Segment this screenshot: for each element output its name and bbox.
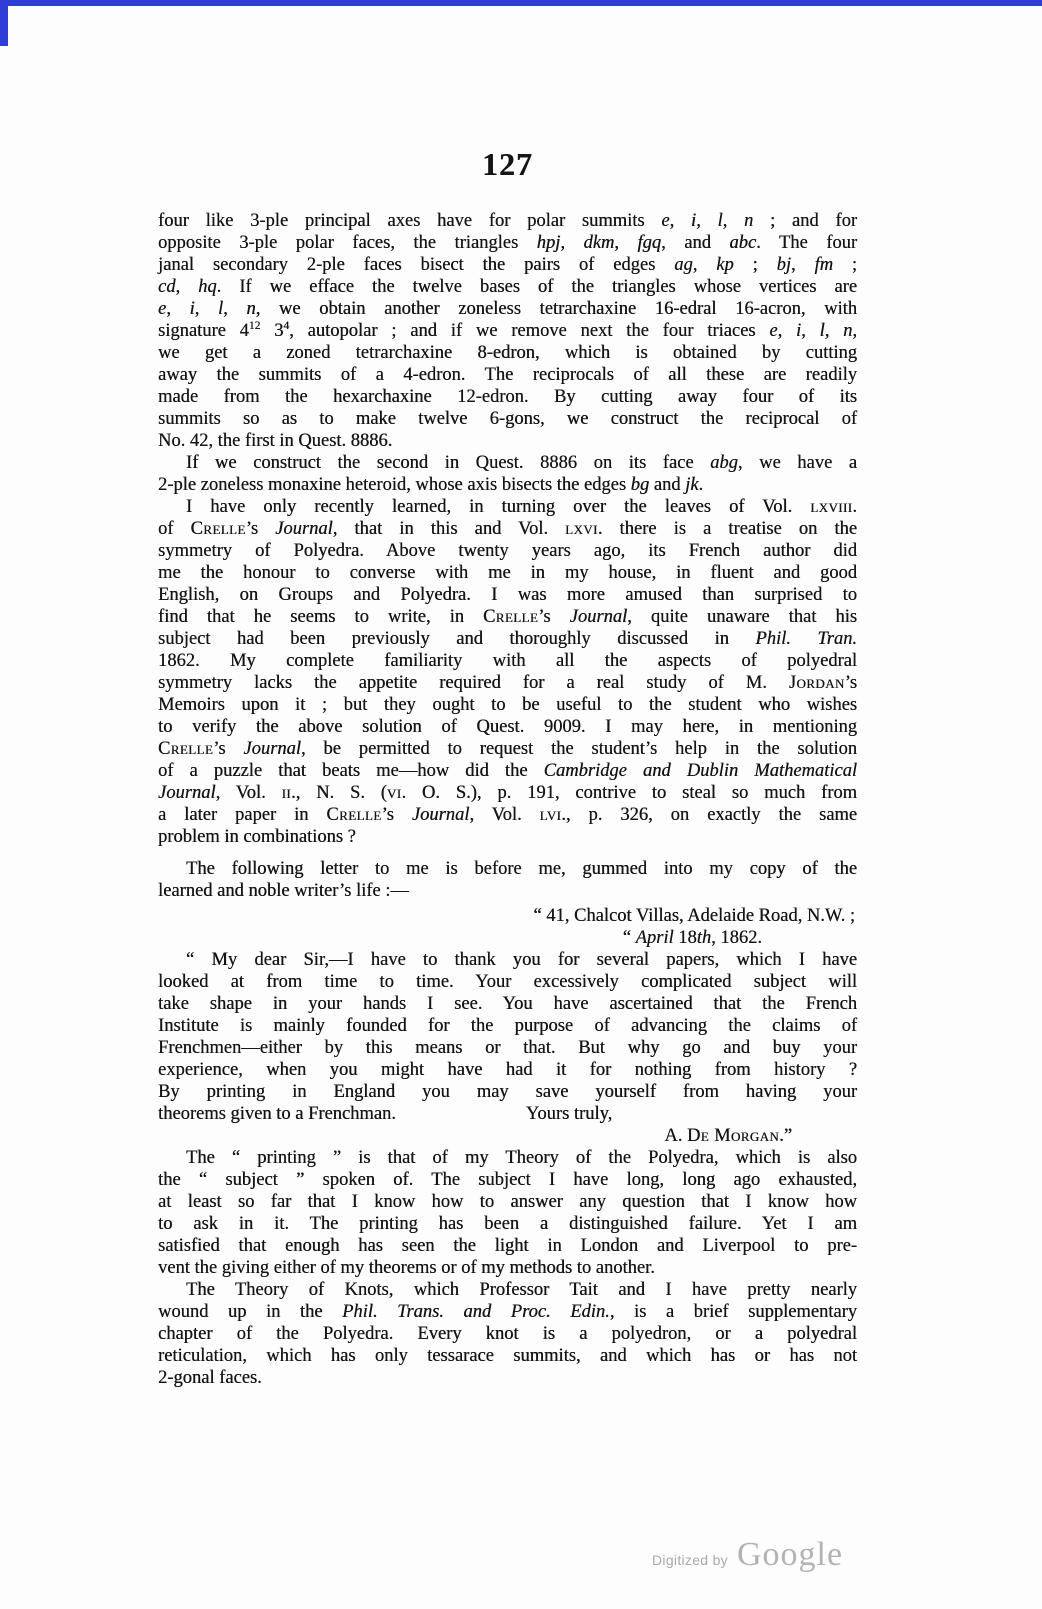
letter-signature (158, 1125, 857, 1147)
text-line: Memoirs upon it ; but they ought to be useful to the student who wishes (158, 695, 857, 715)
digitized-by-label: Digitized by (652, 1552, 728, 1568)
text-line: Frenchmen—either by this means or that. But why go and buy your (158, 1038, 857, 1058)
paragraph-theory-of-knots (158, 1279, 857, 1389)
scan-edge-artifact-left (0, 0, 8, 46)
text-line: 2-ple zoneless monaxine heteroid, whose axis bisects the edges bg and jk. (158, 475, 704, 495)
text-line: symmetry of Polyedra. Above twenty years ago, its French author did (158, 541, 857, 561)
page-text (158, 210, 857, 1389)
text-line: vent the giving either of my theorems or of my methods to another. (158, 1258, 655, 1278)
text-line: find that he seems to write, in Crelle’s Journal, quite unaware that his (158, 607, 857, 627)
text-line: summits so as to make twelve 6-gons, we construct the reciprocal of (158, 409, 857, 429)
text-line: at least so far that I know how to answer any question that I know how (158, 1192, 857, 1212)
text-line: take shape in your hands I see. You have ascertained that the French (158, 994, 857, 1014)
paragraph-continuation (158, 210, 857, 452)
letter-body (158, 949, 857, 1125)
text-line: me the honour to converse with me in my house, in fluent and good (158, 563, 857, 583)
text-line: “ April 18th, 1862. (622, 928, 762, 948)
text-line: to ask in it. The printing has been a distinguished failure. Yet I am (158, 1214, 857, 1234)
text-line: A. De Morgan.” (664, 1126, 792, 1146)
scan-edge-artifact-top (7, 0, 1042, 6)
text-line: e, i, l, n, we obtain another zoneless tetrarchaxine 16-edral 16-acron, with (158, 299, 858, 319)
text-line: satisfied that enough has seen the light in London and Liverpool to pre- (158, 1236, 857, 1256)
letter-date (158, 927, 857, 949)
text-line: reticulation, which has only tessarace summits, and which has or has not (158, 1346, 857, 1366)
text-line: If we construct the second in Quest. 8886 on its face abg, we have a (186, 453, 857, 473)
paragraph-quest-8886 (158, 452, 857, 496)
text-line: experience, when you might have had it for nothing from history ? (158, 1060, 857, 1080)
text-line: No. 42, the first in Quest. 8886. (158, 431, 393, 451)
text-line: a later paper in Crelle’s Journal, Vol. lvi., p. 326, on exactly the same (158, 805, 858, 825)
text-line: made from the hexarchaxine 12-edron. By cutting away four of its (158, 387, 857, 407)
text-line: signature $4^{12}$ $3^4$, autopolar ; and if we remove next the four triaces e, i, l, n, (158, 319, 857, 341)
paragraph-printing (158, 1147, 857, 1279)
text-line: of a puzzle that beats me—how did the Cambridge and Dublin Mathematical (158, 761, 857, 781)
paragraph-crelle-journal (158, 496, 857, 848)
text-line: By printing in England you may save yourself from having your (158, 1082, 857, 1102)
text-line: symmetry lacks the appetite required for a real study of M. Jordan’s (158, 673, 857, 693)
text-line: English, on Groups and Polyedra. I was more amused than surprised to (158, 585, 857, 605)
text-line: four like 3-ple principal axes have for polar summits e, i, l, n ; and for (158, 211, 857, 231)
text-line: subject had been previously and thoroughly discussed in Phil. Tran. (158, 629, 857, 649)
text-line: Crelle’s Journal, be permitted to request the student’s help in the solution (158, 739, 857, 759)
text-line: we get a zoned tetrarchaxine 8-edron, which is obtained by cutting (158, 343, 857, 363)
text-line: I have only recently learned, in turning over the leaves of Vol. lxviii. (186, 497, 857, 517)
text-line: Institute is mainly founded for the purpose of advancing the claims of (158, 1016, 857, 1036)
text-line: wound up in the Phil. Trans. and Proc. Edin., is a brief supplementary (158, 1302, 857, 1322)
text-line: janal secondary 2-ple faces bisect the pairs of edges ag, kp ; bj, fm ; (158, 255, 858, 275)
text-line: problem in combinations ? (158, 827, 356, 847)
text-line: of Crelle’s Journal, that in this and Vol. lxvi. there is a treatise on the (158, 519, 857, 539)
text-line: “ 41, Chalcot Villas, Adelaide Road, N.W. ; (533, 906, 855, 926)
text-line: opposite 3-ple polar faces, the triangles hpj, dkm, fgq, and abc. The four (158, 233, 858, 253)
letter-address (158, 905, 857, 927)
text-line: looked at from time to time. Your excessively complicated subject will (158, 972, 857, 992)
text-line: The “ printing ” is that of my Theory of the Polyedra, which is also (186, 1148, 857, 1168)
text-line: The Theory of Knots, which Professor Tait and I have pretty nearly (186, 1280, 857, 1300)
text-line: “ My dear Sir,—I have to thank you for several papers, which I have (186, 950, 857, 970)
text-line: learned and noble writer’s life :— (158, 881, 409, 901)
text-line: theorems given to a Frenchman. Yours truly, (158, 1104, 613, 1124)
digitized-footer (652, 1536, 843, 1574)
text-line: Journal, Vol. ii., N. S. (vi. O. S.), p. 191, contrive to steal so much from (158, 783, 858, 803)
text-line: the “ subject ” spoken of. The subject I have long, long ago exhausted, (158, 1170, 857, 1190)
text-line: The following letter to me is before me, gummed into my copy of the (186, 859, 857, 879)
page-text-column (158, 148, 857, 1389)
paragraph-letter-intro (158, 858, 857, 902)
text-line: 1862. My complete familiarity with all the aspects of polyedral (158, 651, 857, 671)
google-logo: Google (736, 1536, 844, 1573)
text-line: to verify the above solution of Quest. 9009. I may here, in mentioning (158, 717, 857, 737)
text-line: away the summits of a 4-edron. The reciprocals of all these are readily (158, 365, 857, 385)
text-line: 2-gonal faces. (158, 1368, 262, 1388)
page-number: 127 (482, 146, 533, 182)
text-line: chapter of the Polyedra. Every knot is a polyedron, or a polyedral (158, 1324, 857, 1344)
text-line: cd, hq. If we efface the twelve bases of the triangles whose vertices are (158, 277, 857, 297)
